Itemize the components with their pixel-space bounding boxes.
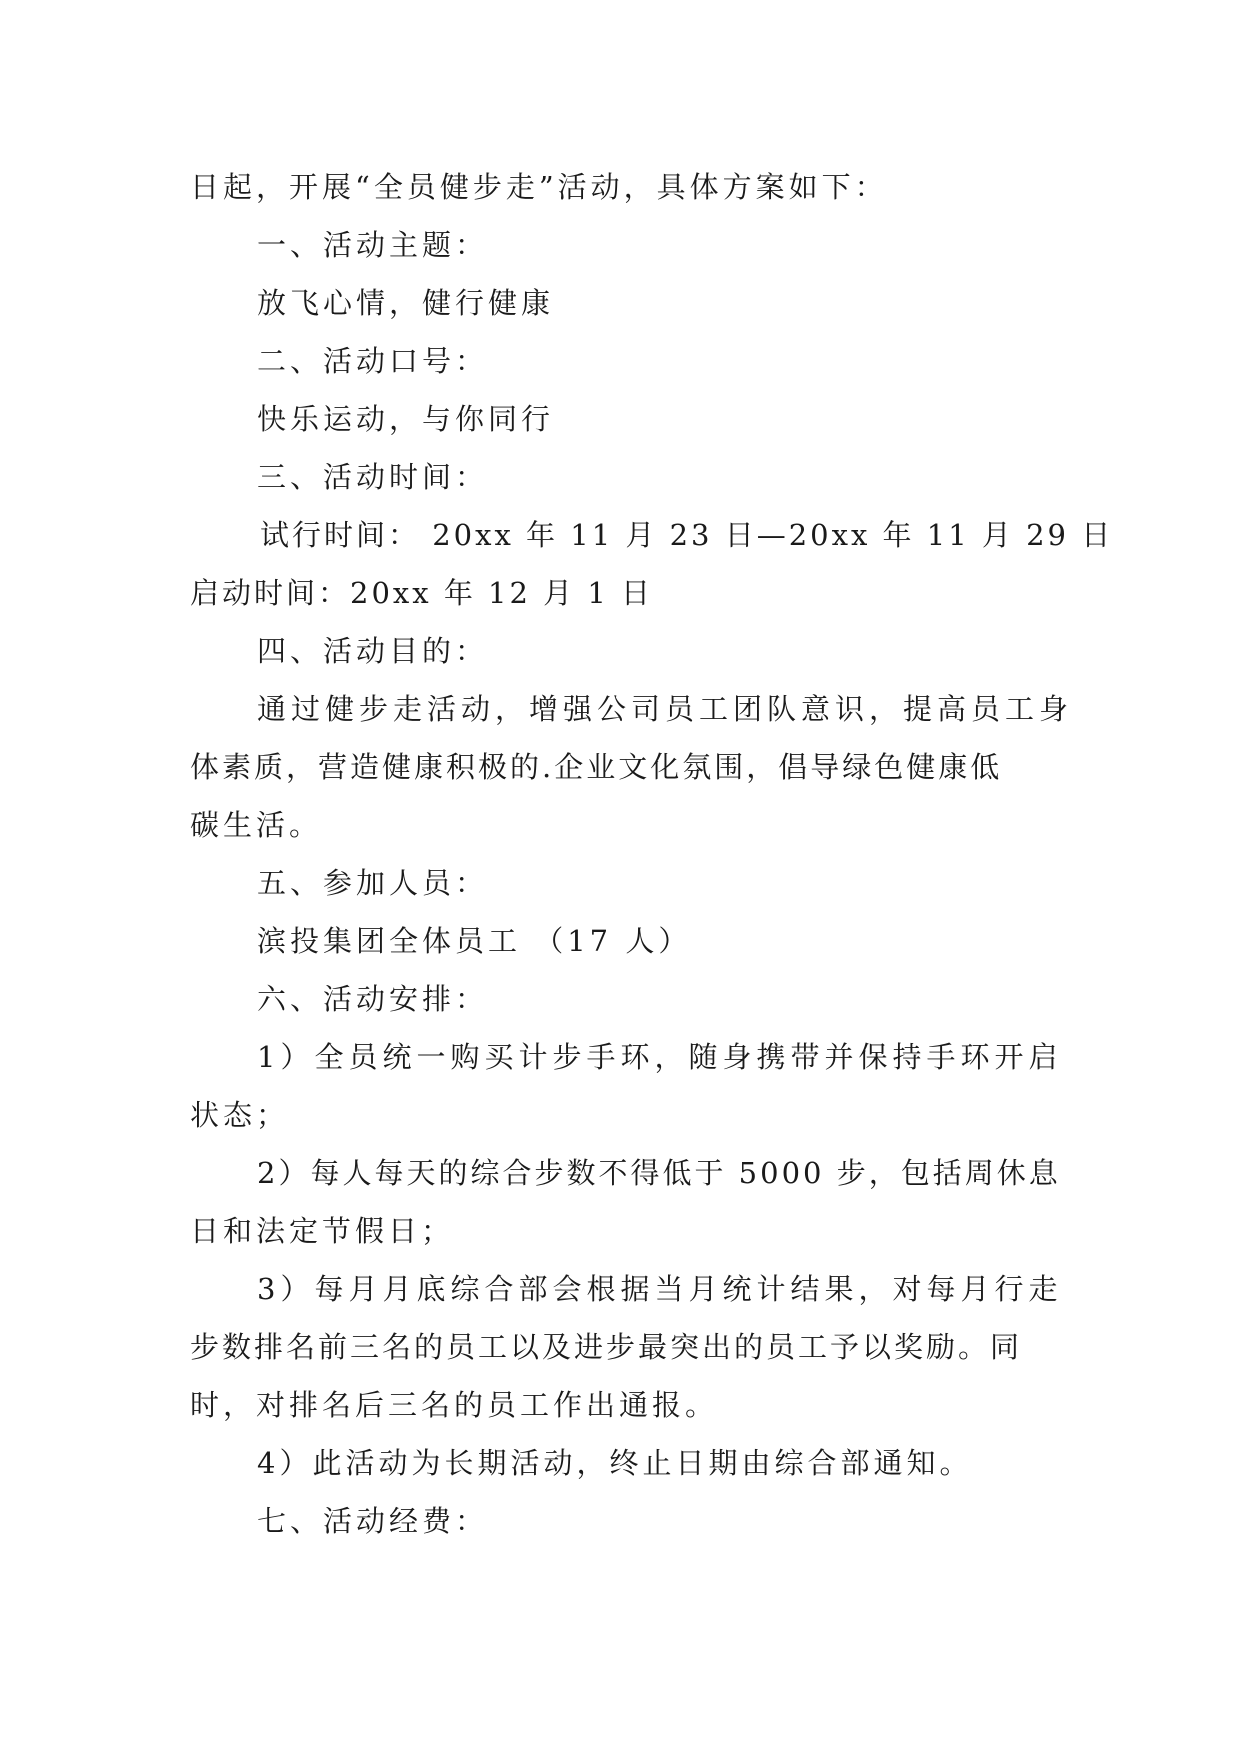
section-heading-time: 三、活动时间： xyxy=(257,460,489,494)
section-heading-purpose: 四、活动目的： xyxy=(257,634,489,668)
participants-text: 滨投集团全体员工 （17 人） xyxy=(257,924,692,958)
purpose-line-2: 体素质，营造健康积极的.企业文化氛围，倡导绿色健康低 xyxy=(190,750,1003,784)
arrangement-item-2-line-2: 日和法定节假日； xyxy=(190,1214,455,1248)
arrangement-item-1-line-1: 1）全员统一购买计步手环，随身携带并保持手环开启 xyxy=(257,1040,1063,1074)
slogan-text: 快乐运动，与你同行 xyxy=(257,402,555,436)
purpose-line-1: 通过健步走活动，增强公司员工团队意识，提高员工身 xyxy=(257,692,1074,726)
purpose-line-3: 碳生活。 xyxy=(190,808,323,842)
section-heading-theme: 一、活动主题： xyxy=(257,228,489,262)
paragraph-line: 日起，开展“全员健步走”活动，具体方案如下： xyxy=(190,170,888,204)
section-heading-slogan: 二、活动口号： xyxy=(257,344,489,378)
arrangement-item-3-line-3: 时，对排名后三名的员工作出通报。 xyxy=(190,1388,719,1422)
section-heading-participants: 五、参加人员： xyxy=(257,866,489,900)
arrangement-item-2-line-1: 2）每人每天的综合步数不得低于 5000 步，包括周休息 xyxy=(257,1156,1061,1190)
section-heading-arrangement: 六、活动安排： xyxy=(257,982,489,1016)
arrangement-item-4: 4）此活动为长期活动，终止日期由综合部通知。 xyxy=(257,1446,973,1480)
theme-text: 放飞心情，健行健康 xyxy=(257,286,555,320)
trial-time-line: 试行时间： 20xx 年 11 月 23 日—20xx 年 11 月 29 日 xyxy=(260,518,1114,552)
document-body xyxy=(190,158,1114,1550)
start-time-line: 启动时间：20xx 年 12 月 1 日 xyxy=(190,576,654,610)
arrangement-item-3-line-1: 3）每月月底综合部会根据当月统计结果，对每月行走 xyxy=(257,1272,1063,1306)
section-heading-funding: 七、活动经费： xyxy=(257,1504,489,1538)
arrangement-item-3-line-2: 步数排名前三名的员工以及进步最突出的员工予以奖励。同 xyxy=(190,1330,1023,1364)
arrangement-item-1-line-2: 状态； xyxy=(190,1098,290,1132)
